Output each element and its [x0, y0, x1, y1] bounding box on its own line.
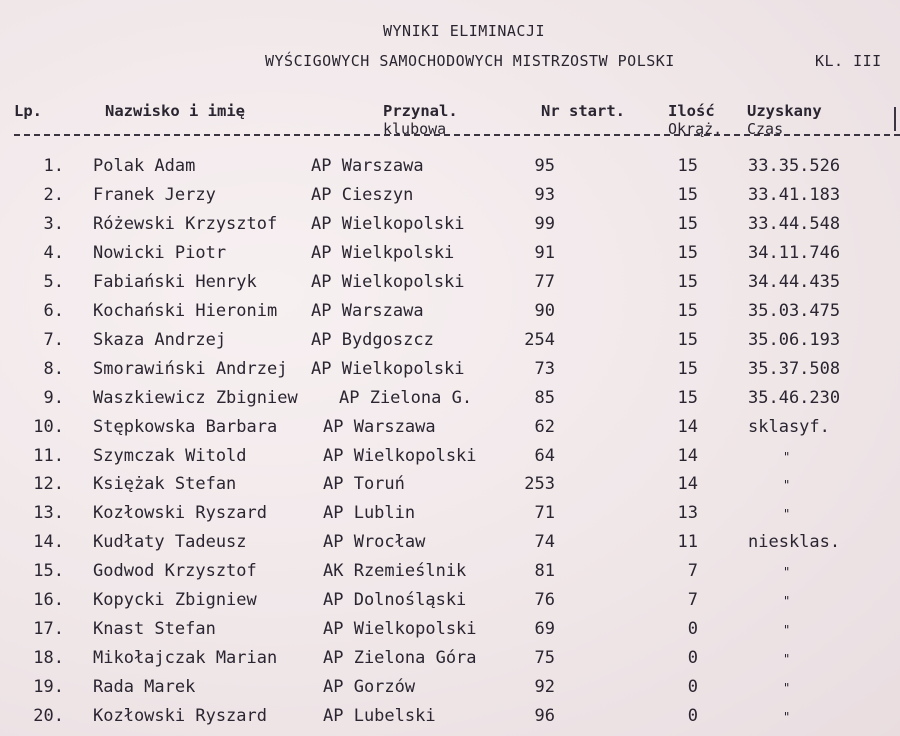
laps-count: 15	[677, 156, 698, 176]
header-time: Uzyskany	[747, 102, 822, 120]
club-affiliation: AP Warszawa	[311, 156, 424, 176]
cut-column-edge	[894, 107, 900, 131]
result-time: 35.03.475	[748, 300, 841, 321]
table-row	[0, 677, 900, 706]
driver-name: Mikołajczak Marian	[93, 648, 278, 669]
row-number: 19.	[33, 677, 64, 698]
row-number: 9.	[43, 387, 64, 408]
header-time-sub: Czas	[747, 120, 784, 138]
row-number: 15.	[33, 561, 64, 582]
laps-count: 15	[677, 184, 698, 205]
result-time: 33.35.526	[748, 156, 841, 176]
club-affiliation: AK Rzemieślnik	[323, 561, 467, 582]
start-number: 99	[534, 213, 555, 234]
club-affiliation: AP Wielkopolski	[323, 619, 477, 640]
laps-count: 15	[677, 358, 698, 379]
header-laps-sub: Okrąż.	[668, 120, 723, 138]
row-number: 16.	[33, 590, 64, 611]
header-club-sub: klubowa	[383, 120, 447, 138]
club-affiliation: AP Lublin	[323, 503, 416, 524]
laps-count: 15	[677, 387, 698, 408]
result-time: "	[783, 623, 791, 638]
class-label: KL. III	[815, 52, 882, 70]
laps-count: 7	[687, 561, 698, 582]
row-number: 11.	[33, 445, 64, 466]
result-time: niesklas.	[748, 532, 841, 553]
driver-name: Różewski Krzysztof	[93, 213, 278, 234]
table-row	[0, 156, 900, 185]
row-number: 10.	[33, 416, 64, 437]
row-number: 8.	[43, 358, 64, 379]
table-row	[0, 301, 900, 330]
table-row	[0, 272, 900, 301]
row-number: 4.	[43, 242, 64, 263]
driver-name: Nowicki Piotr	[93, 242, 227, 263]
start-number: 75	[534, 648, 555, 669]
result-time: 35.46.230	[748, 387, 841, 408]
laps-count: 15	[677, 329, 698, 350]
row-number: 7.	[43, 329, 64, 350]
header-start-no: Nr start.	[541, 102, 625, 120]
start-number: 71	[534, 503, 555, 524]
driver-name: Knast Stefan	[93, 619, 216, 640]
start-number: 92	[534, 677, 555, 698]
laps-count: 15	[677, 271, 698, 292]
start-number: 85	[534, 387, 555, 408]
table-row	[0, 417, 900, 446]
start-number: 91	[534, 242, 555, 263]
laps-count: 15	[677, 213, 698, 234]
driver-name: Franek Jerzy	[93, 184, 216, 205]
club-affiliation: AP Cieszyn	[311, 184, 414, 205]
club-affiliation: AP Warszawa	[323, 416, 436, 437]
table-row	[0, 619, 900, 648]
club-affiliation: AP Wrocław	[323, 532, 426, 553]
laps-count: 15	[677, 300, 698, 321]
club-affiliation: AP Wielkpolski	[311, 242, 455, 263]
table-row	[0, 561, 900, 590]
header-club: Przynal.	[383, 102, 458, 120]
driver-name: Kopycki Zbigniew	[93, 590, 257, 611]
club-affiliation: AP Wielkopolski	[323, 445, 477, 466]
row-number: 1.	[43, 156, 64, 176]
driver-name: Rada Marek	[93, 677, 196, 698]
club-affiliation: AP Dolnośląski	[323, 590, 467, 611]
driver-name: Skaza Andrzej	[93, 329, 227, 350]
driver-name: Stępkowska Barbara	[93, 416, 278, 437]
start-number: 81	[534, 561, 555, 582]
start-number: 74	[534, 532, 555, 553]
start-number: 77	[534, 271, 555, 292]
table-row	[0, 648, 900, 677]
result-time: 33.41.183	[748, 184, 841, 205]
club-affiliation: AP Gorzów	[323, 677, 416, 698]
table-row	[0, 474, 900, 503]
driver-name: Waszkiewicz Zbigniew	[93, 387, 298, 408]
result-time: "	[783, 565, 791, 580]
start-number: 90	[534, 300, 555, 321]
laps-count: 14	[677, 474, 698, 495]
club-affiliation: AP Zielona Góra	[323, 648, 477, 669]
result-time: sklasyf.	[748, 416, 830, 437]
table-row	[0, 330, 900, 359]
row-number: 12.	[33, 474, 64, 495]
start-number: 62	[534, 416, 555, 437]
header-lp: Lp.	[14, 102, 42, 120]
driver-name: Szymczak Witold	[93, 445, 247, 466]
row-number: 3.	[43, 213, 64, 234]
driver-name: Smorawiński Andrzej	[93, 358, 288, 379]
row-number: 13.	[33, 503, 64, 524]
document-subtitle: WYŚCIGOWYCH SAMOCHODOWYCH MISTRZOSTW POLSKI	[265, 52, 675, 70]
result-time: 35.06.193	[748, 329, 841, 350]
laps-count: 0	[687, 648, 698, 669]
table-row	[0, 503, 900, 532]
laps-count: 7	[687, 590, 698, 611]
start-number: 73	[534, 358, 555, 379]
club-affiliation: AP Bydgoszcz	[311, 329, 434, 350]
result-time: "	[783, 594, 791, 609]
start-number: 93	[534, 184, 555, 205]
driver-name: Polak Adam	[93, 156, 196, 176]
table-row	[0, 388, 900, 417]
result-time: 35.37.508	[748, 358, 841, 379]
laps-count: 14	[677, 416, 698, 437]
start-number: 69	[534, 619, 555, 640]
driver-name: Kochański Hieronim	[93, 300, 278, 321]
result-time: "	[783, 449, 791, 464]
table-row	[0, 359, 900, 388]
driver-name: Kozłowski Ryszard	[93, 503, 267, 524]
laps-count: 15	[677, 242, 698, 263]
club-affiliation: AP Lubelski	[323, 706, 436, 727]
row-number: 14.	[33, 532, 64, 553]
start-number: 95	[534, 156, 555, 176]
laps-count: 13	[677, 503, 698, 524]
result-time: 33.44.548	[748, 213, 841, 234]
row-number: 17.	[33, 619, 64, 640]
result-time: 34.11.746	[748, 242, 841, 263]
table-row	[0, 532, 900, 561]
row-number: 5.	[43, 271, 64, 292]
club-affiliation: AP Wielkopolski	[311, 271, 465, 292]
result-time: "	[783, 478, 791, 493]
table-row	[0, 185, 900, 214]
document-title: WYNIKI ELIMINACJI	[383, 22, 546, 40]
row-number: 6.	[43, 300, 64, 321]
table-row	[0, 590, 900, 619]
table-row	[0, 446, 900, 475]
laps-count: 14	[677, 445, 698, 466]
result-time: "	[783, 507, 791, 522]
result-time: "	[783, 681, 791, 696]
table-row	[0, 243, 900, 272]
driver-name: Księżak Stefan	[93, 474, 237, 495]
table-row	[0, 706, 900, 735]
start-number: 254	[524, 329, 555, 350]
result-time: 34.44.435	[748, 271, 841, 292]
laps-count: 0	[687, 677, 698, 698]
driver-name: Kozłowski Ryszard	[93, 706, 267, 727]
club-affiliation: AP Wielkopolski	[311, 213, 465, 234]
laps-count: 0	[687, 619, 698, 640]
laps-count: 0	[687, 706, 698, 727]
start-number: 64	[534, 445, 555, 466]
row-number: 18.	[33, 648, 64, 669]
row-number: 2.	[43, 184, 64, 205]
row-number: 20.	[33, 706, 64, 727]
header-laps: Ilość	[668, 102, 715, 120]
driver-name: Fabiański Henryk	[93, 271, 257, 292]
start-number: 76	[534, 590, 555, 611]
laps-count: 11	[677, 532, 698, 553]
result-time: "	[783, 710, 791, 725]
driver-name: Godwod Krzysztof	[93, 561, 257, 582]
start-number: 96	[534, 706, 555, 727]
club-affiliation: AP Zielona G.	[339, 387, 473, 408]
club-affiliation: AP Wielkopolski	[311, 358, 465, 379]
club-affiliation: AP Toruń	[323, 474, 405, 495]
driver-name: Kudłaty Tadeusz	[93, 532, 247, 553]
header-divider	[14, 134, 900, 136]
result-time: "	[783, 652, 791, 667]
start-number: 253	[524, 474, 555, 495]
table-row	[0, 214, 900, 243]
club-affiliation: AP Warszawa	[311, 300, 424, 321]
header-name: Nazwisko i imię	[105, 102, 245, 120]
